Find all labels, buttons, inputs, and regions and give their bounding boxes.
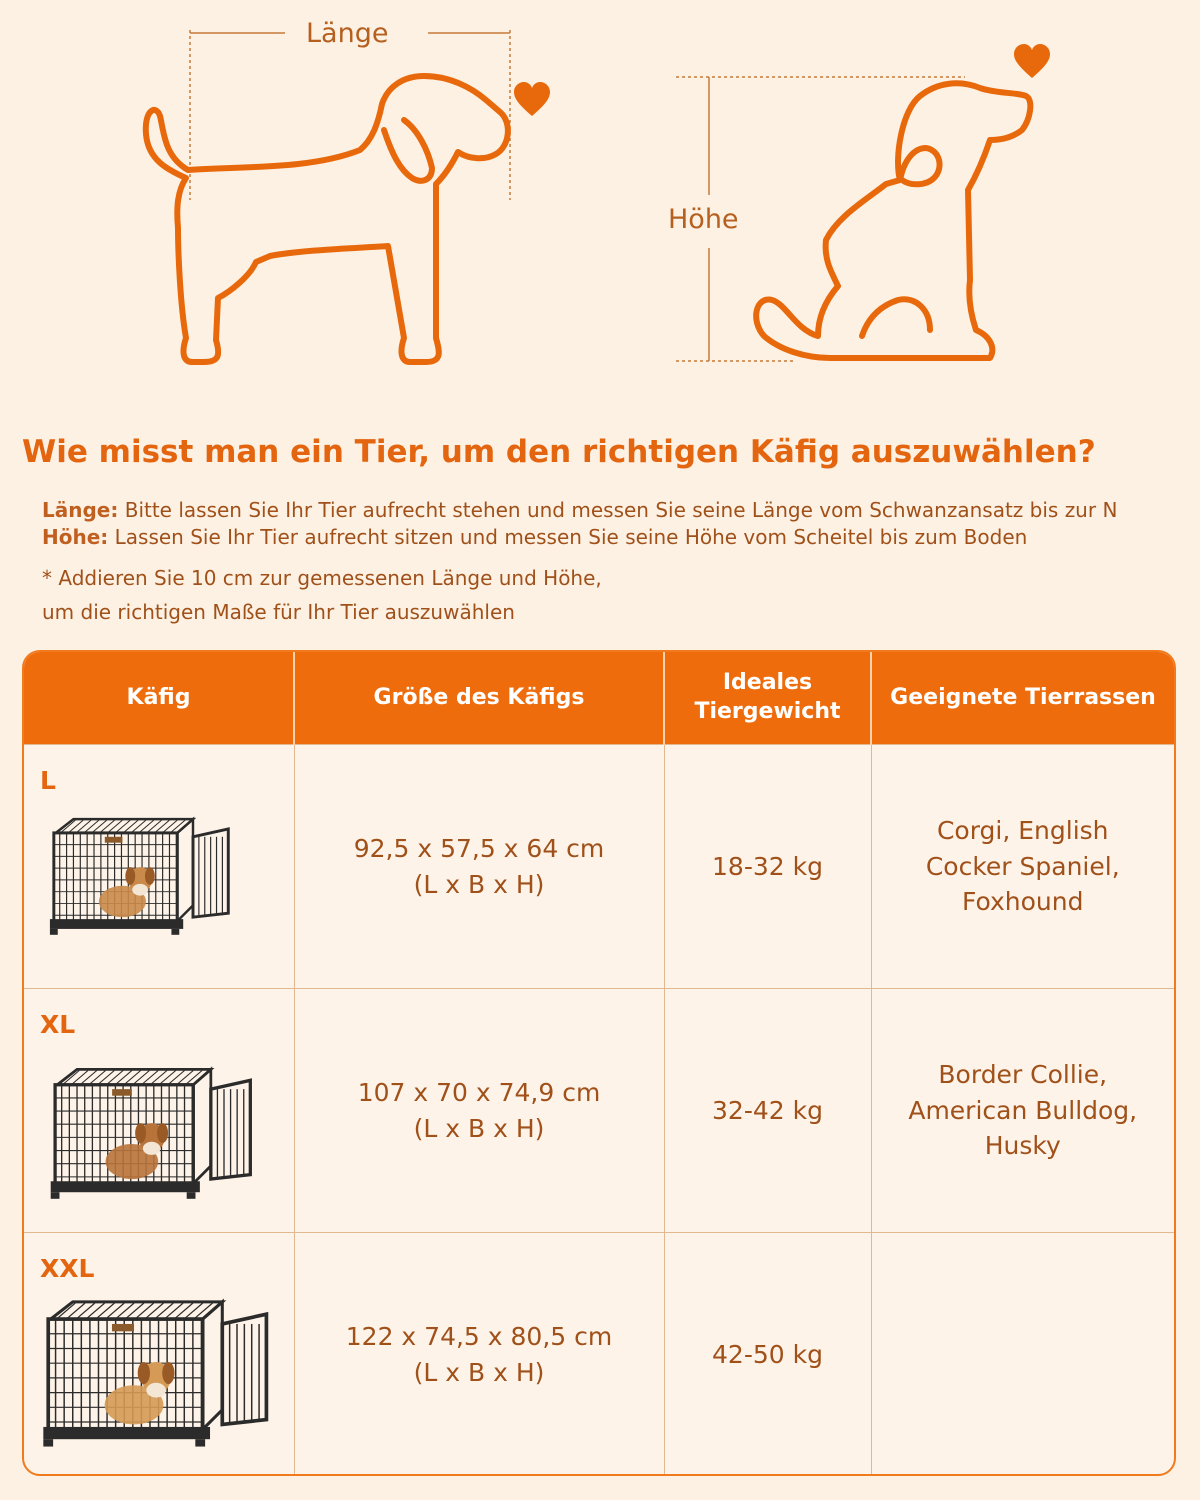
- cage-cell: [24, 989, 294, 1233]
- sitting-dog-heart-icon: [1014, 44, 1050, 78]
- breeds-line-1: Border Collie,: [938, 1060, 1108, 1090]
- size-table: [22, 650, 1176, 1476]
- header-weight: [664, 652, 871, 745]
- weight-value: 18-32 kg: [712, 851, 823, 881]
- breeds-cell: [871, 745, 1174, 989]
- weight-value: 42-50 kg: [712, 1340, 823, 1369]
- dimensions-order: (L x B x H): [413, 1113, 545, 1143]
- header-weight-line-2: Tiergewicht: [694, 699, 841, 724]
- note-line-2: um die richtigen Maße für Ihr Tier auszuwählen: [42, 600, 515, 624]
- dog-crate-image: [46, 1065, 266, 1201]
- crate-drawing: [51, 1069, 251, 1198]
- breeds-cell: [871, 989, 1174, 1233]
- dimensions-cell: [294, 745, 664, 989]
- cage-cell: [24, 745, 294, 989]
- header-breeds: Geeignete Tierrassen: [871, 652, 1174, 745]
- breeds-line-2: American Bulldog,: [908, 1095, 1138, 1125]
- dimensions-cell: [294, 1233, 664, 1477]
- breeds-line-3: Foxhound: [961, 887, 1084, 917]
- weight-cell: [664, 1233, 871, 1477]
- height-label: Höhe: [662, 204, 745, 235]
- standing-dog-icon: [146, 76, 508, 362]
- header-size: Größe des Käfigs: [294, 652, 664, 745]
- dimensions-cell: [294, 989, 664, 1233]
- weight-value: 32-42 kg: [712, 1095, 823, 1125]
- breeds-line-2: Cocker Spaniel,: [925, 851, 1120, 881]
- dimensions-value: 122 x 74,5 x 80,5 cm: [345, 1322, 613, 1352]
- size-label: XXL: [40, 1254, 95, 1283]
- dimensions-order: (L x B x H): [413, 1357, 545, 1387]
- sitting-dog-icon: [756, 83, 1030, 358]
- weight-cell: [664, 989, 871, 1233]
- cage-cell: [24, 1233, 294, 1477]
- length-term: Länge:: [42, 498, 119, 522]
- height-instruction: [42, 525, 1027, 549]
- weight-cell: [664, 745, 871, 989]
- size-label: XL: [40, 1010, 76, 1039]
- size-label: L: [40, 766, 56, 795]
- length-dimension-line: [190, 30, 510, 200]
- table-row: [24, 989, 1174, 1233]
- page-title: Wie misst man ein Tier, um den richtigen Käfig auszuwählen?: [22, 434, 1096, 470]
- length-instruction: [42, 498, 1117, 522]
- crate-drawing: [50, 819, 228, 935]
- note-line-1: * Addieren Sie 10 cm zur gemessenen Länge und Höhe,: [42, 566, 602, 590]
- header-weight-line-1: Ideales: [722, 670, 813, 696]
- table-header-row: [24, 652, 1174, 745]
- dog-outlines: [0, 0, 1200, 420]
- breeds-cell: [871, 1233, 1174, 1477]
- length-label: Länge: [300, 18, 394, 49]
- dog-crate-image: [46, 815, 242, 937]
- dimensions-value: 107 x 70 x 74,9 cm: [357, 1078, 601, 1107]
- header-cage: Käfig: [24, 652, 294, 745]
- height-term: Höhe:: [42, 525, 109, 549]
- breeds-line-1: Corgi, English: [936, 816, 1109, 846]
- measurement-illustration: [0, 0, 1200, 420]
- crate-drawing: [43, 1302, 266, 1447]
- height-instruction-text: Lassen Sie Ihr Tier aufrecht sitzen und messen Sie seine Höhe vom Scheitel bis zum Boden: [108, 525, 1028, 549]
- dog-crate-image: [36, 1297, 286, 1449]
- table-row: [24, 745, 1174, 989]
- breeds-line-3: Husky: [984, 1131, 1061, 1161]
- table-row: [24, 1233, 1174, 1477]
- dimensions-value: 92,5 x 57,5 x 64 cm: [353, 834, 605, 863]
- length-instruction-text: Bitte lassen Sie Ihr Tier aufrecht stehen und messen Sie seine Länge vom Schwanzansatz bis zur N: [118, 498, 1118, 522]
- dimensions-order: (L x B x H): [413, 869, 545, 899]
- standing-dog-heart-icon: [514, 82, 550, 116]
